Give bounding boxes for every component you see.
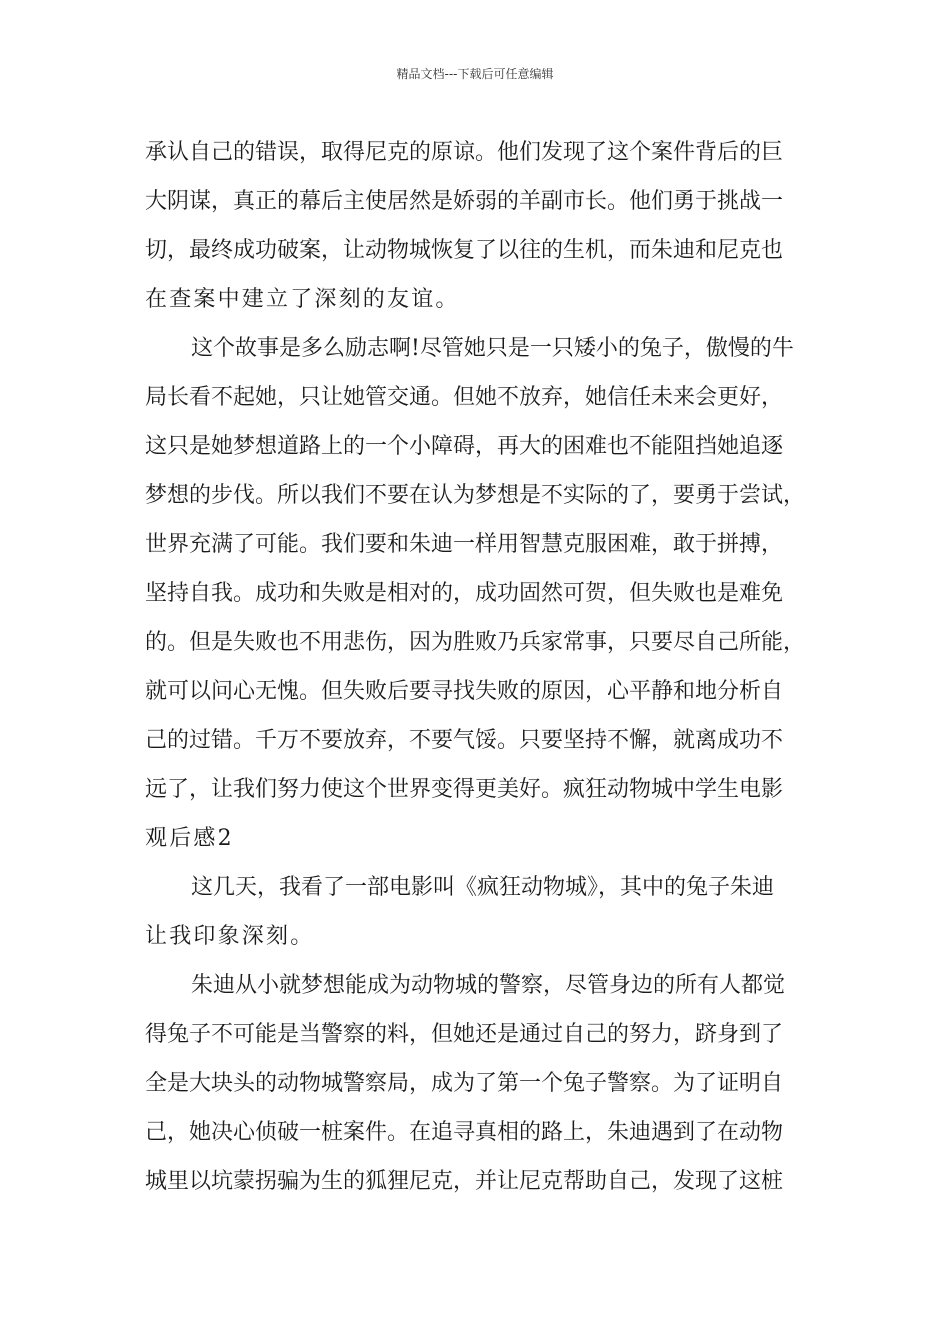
text-line: 远了，让我们努力使这个世界变得更美好。疯狂动物城中学生电影 <box>145 777 784 802</box>
text-line: 在查案中建立了深刻的友谊。 <box>145 287 460 312</box>
text-line: 得兔子不可能是当警察的料，但她还是通过自己的努力，跻身到了 <box>145 1022 784 1047</box>
text-line: 坚持自我。成功和失败是相对的，成功固然可贺，但失败也是难免 <box>145 581 784 606</box>
text-line: 朱迪从小就梦想能成为动物城的警察，尽管身边的所有人都觉 <box>191 973 786 998</box>
text-line: 这几天，我看了一部电影叫《疯狂动物城》，其中的兔子朱迪 <box>191 875 775 900</box>
text-line: 大阴谋，真正的幕后主使居然是娇弱的羊副市长。他们勇于挑战一 <box>145 189 784 214</box>
text-line: 的。但是失败也不用悲伤，因为胜败乃兵家常事，只要尽自己所能， <box>145 630 806 655</box>
text-line: 观后感2 <box>145 826 234 851</box>
text-line: 己的过错。千万不要放弃，不要气馁。只要坚持不懈，就离成功不 <box>145 728 784 753</box>
text-line: 这个故事是多么励志啊!尽管她只是一只矮小的兔子，傲慢的牛 <box>191 336 794 361</box>
document-body <box>145 128 825 1206</box>
text-line: 切，最终成功破案，让动物城恢复了以往的生机，而朱迪和尼克也 <box>145 238 784 263</box>
text-line: 承认自己的错误，取得尼克的原谅。他们发现了这个案件背后的巨 <box>145 140 784 165</box>
text-line: 全是大块头的动物城警察局，成为了第一个兔子警察。为了证明自 <box>145 1071 784 1096</box>
text-line: 城里以坑蒙拐骗为生的狐狸尼克，并让尼克帮助自己，发现了这桩 <box>145 1169 784 1194</box>
text-line: 己，她决心侦破一桩案件。在追寻真相的路上，朱迪遇到了在动物 <box>145 1120 784 1145</box>
page-header: 精品文档---下载后可任意编辑 <box>396 67 554 81</box>
text-line: 这只是她梦想道路上的一个小障碍，再大的困难也不能阻挡她追逐 <box>145 434 784 459</box>
text-line: 就可以问心无愧。但失败后要寻找失败的原因，心平静和地分析自 <box>145 679 784 704</box>
text-line: 局长看不起她，只让她管交通。但她不放弃，她信任未来会更好， <box>145 385 784 410</box>
text-line: 梦想的步伐。所以我们不要在认为梦想是不实际的了，要勇于尝试， <box>145 483 806 508</box>
text-line: 世界充满了可能。我们要和朱迪一样用智慧克服困难，敢于拼搏， <box>145 532 784 557</box>
text-line: 让我印象深刻。 <box>145 924 315 949</box>
